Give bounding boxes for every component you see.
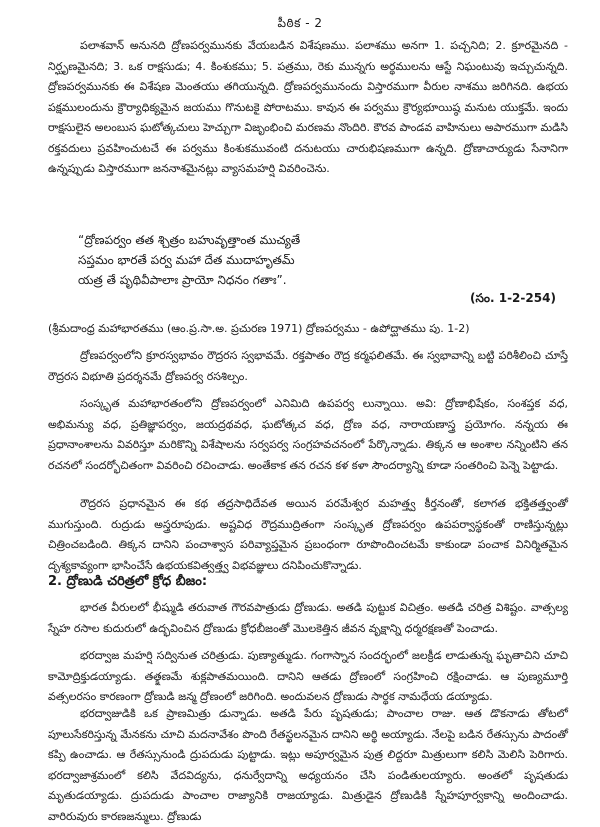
page-header: పీఠిక - 2	[277, 16, 323, 30]
paragraph-2: ద్రోణపర్వంలోని క్రూరస్వభావం రౌద్రరస స్వభావమే. రక్తపాతం రౌద్ర కర్మఫలితమే. ఈ స్వభావాన్ని బట్టి పరిశీలించి చూస్తే రౌద్రరస విభూతి ప్రదర్శనమే ద్రోణపర్వ రసశిల్పం.	[48, 349, 568, 383]
paragraph-4: రౌద్రరస ప్రధానమైన ఈ కథ తద్రసాధిదేవత అయిన పరమేశ్వర మహత్త్వ కీర్తనంతో, కలాగత భక్తితత్త్వంతో ముగుస్తుంది. రుద్రుడు అస్త్రరూపుడు. అష్టవిధ రౌద్రముద్రితంగా సంస్కృత ద్రోణపర్వం ఉపపర్వాస్థకంతో రాణిస్తున్నట్లు చిత్రించబడింది. తిక్కన దానిని పంచాశ్వాస పరివ్యాప్తమైన ప్రబంధంగా రూపొందించటమే కాకుండా పంచాక వినిర్మితమైన దృశ్యకావ్యంగా భాసించేసే ఉభయకవిత్వత్త్వ విభవజ్ఞులు దనిపించుకొన్నాడు.	[48, 497, 568, 572]
section-heading: 2. ద్రోణుడి చరిత్రలో క్రోధ బీజం:	[48, 574, 208, 589]
verse-reference: (సం. 1-2-254)	[470, 291, 556, 305]
paragraph-6: భరద్వాజ మహర్షి సద్వినుత చరిత్రుడు. పుణ్యాత్ముడు. గంగాస్నాన సందర్భంలో జలక్రీడ లాడుతున్న ఘృతాచిని చూచి కామోద్రిక్తుడయ్యాడు. తత్క్షణమే శుక్లపాతమయింది. దానిని ఆతడు ద్రోణంలో సంగ్రహించి రక్షించాడు. ఆ పుణ్యమూర్తి వత్సలరసం కారణంగా ద్రోణుడి జన్మ ద్రోణంలో జరిగింది. అందువలన ద్రోణుడు సార్థక నామధేయ డయ్యాడు.	[48, 649, 568, 703]
verse-line-1: “ద్రోణపర్వం తత శ్చిత్రం బహువృత్తాంత ముచ్యతే	[78, 233, 301, 247]
paragraph-3: సంస్కృత మహాభారతంలోని ద్రోణపర్వంలో ఎనిమిది ఉపపర్వ లున్నాయి. అవి: ద్రోణాభిషేకం, సంశప్తక వధ, అభిమన్యు వధ, ప్రతిజ్ఞాపర్వం, జయద్రథవధ, ఘటోత్కచ వధ, ద్రోణ వధ, నారాయణాస్త్ర ప్రయోగం. నన్నయ ఈ ప్రధానాంశాలను వివరిస్తూ మరికొన్ని విశేషాలను సర్వపర్వ సంగ్రహవచనంలో పేర్కొన్నాడు. తిక్కన ఆ అంశాల నన్నింటిని తన రచనలో సందర్భోచితంగా వివరించి రచించాడు. అంతేకాక తన రచన కళ కళా సౌందర్యాన్ని కూడా సంతరించి పెన్నె పెట్టాడు.	[48, 397, 568, 472]
paragraph-7: భరద్వాజుడికి ఒక ప్రాణమిత్రు డున్నాడు. అతడి పేరు పృషతుడు; పాంచాల రాజు. ఆత డొకనాడు తోటలో పూలుసేకరిస్తున్న మేనకను చూచి మదనావేశం పొంది రేతస్ఖలనమైన దానిని అర్థి అయ్యాడు. నేలపై బడిన రేతస్సును పాదంతో కప్పి ఉంచాడు. ఆ రేతస్సునుండి ద్రుపదుడు పుట్టాడు. ఇట్లు అపూర్వమైన పుత్ర లిద్దరూ మిత్రులుగా కలిసి మెలిసి పెరిగారు. భరద్వాజాశ్రమంలో కలిసి వేదవిద్యను, ధనుర్వేదాన్ని అధ్యయనం చేసి పండితులయ్యారు. అంతలో పృషతుడు మృతుడయ్యాడు. ద్రుపదుడు పాంచాల రాజ్యానికి రాజయ్యాడు. మిత్రుడైన ద్రోణుడికి స్నేహపూర్వకాన్ని అందించాడు. వారిరువురు కారణజన్ములు. ద్రోణుడు	[48, 707, 568, 823]
verse-line-3: యత్ర తే పృథివీపాలాః ప్రాయో నిధనం గతాః”.	[78, 273, 287, 287]
paragraph-5: భారత వీరులలో భీష్ముడి తరువాత గౌరవపాత్రుడు ద్రోణుడు. అతడి పుట్టుక విచిత్రం. అతడి చరిత్ర విశిష్టం. వాత్సల్య స్నేహ రసాల కుదురులో ఉద్భవించిన ద్రోణుడు క్రోధబీజంతో మొలకెత్తిన జీవన వృక్షాన్ని ధర్మరక్షణతో పెంచాడు.	[48, 601, 568, 635]
verse-line-2: సప్తమం భారతే పర్వ మహా దేత ముదాహృతమ్	[78, 253, 295, 267]
paragraph-1: పలాశవాన్ అనునది ద్రోణపర్వమునకు వేయబడిన విశేషణము. పలాశము అనగా 1. పచ్చనిది; 2. క్రూరమైనది - నిర్ఘృణమైనది; 3. ఒక రాక్షసుడు; 4. కింశుకము; 5. పత్రము, రెకు మున్నగు అర్థములను ఆస్టే నిఘంటువు ఇచ్చుచున్నది. ద్రోణపర్వమునకు ఈ విశేషణ మెంతయు తగియున్నది. ద్రోణపర్వమునందు విస్తారముగా వీరుల నాశము జరిగినది. ఉభయ పక్షములందును క్రౌర్యాధిక్యమైన జయము గొనుటకై పోరాటము. కావున ఈ పర్వము క్రౌర్యభూయిష్ఠ మనుట యుక్తమే. ఇందు రాక్షసులైన అలంబుస ఘటోత్కచులు హెచ్చుగా విజృంభించి మరణమ నొందిరి. కౌరవ పాండవ వాహినులు అపారముగా మడిసి రక్తవదులు ప్రవహించుటచే ఈ పర్వము కింశుకమువంటి దనుటయు చారుభిషణముగా ఉన్నది. ద్రోణాచార్యుడు సేనానిగా ఉన్నప్పుడు విస్తారముగా జననాశమైనట్లు వ్యాసమహర్షి వివరించెను.	[48, 39, 568, 175]
source-citation: (శ్రీమదాంధ్ర మహాభారతము (ఆం.ప్ర.సా.అ. ప్రచురణ 1971) ద్రోణపర్వము - ఉపోద్ఘాతము పు. 1-2)	[48, 322, 470, 335]
